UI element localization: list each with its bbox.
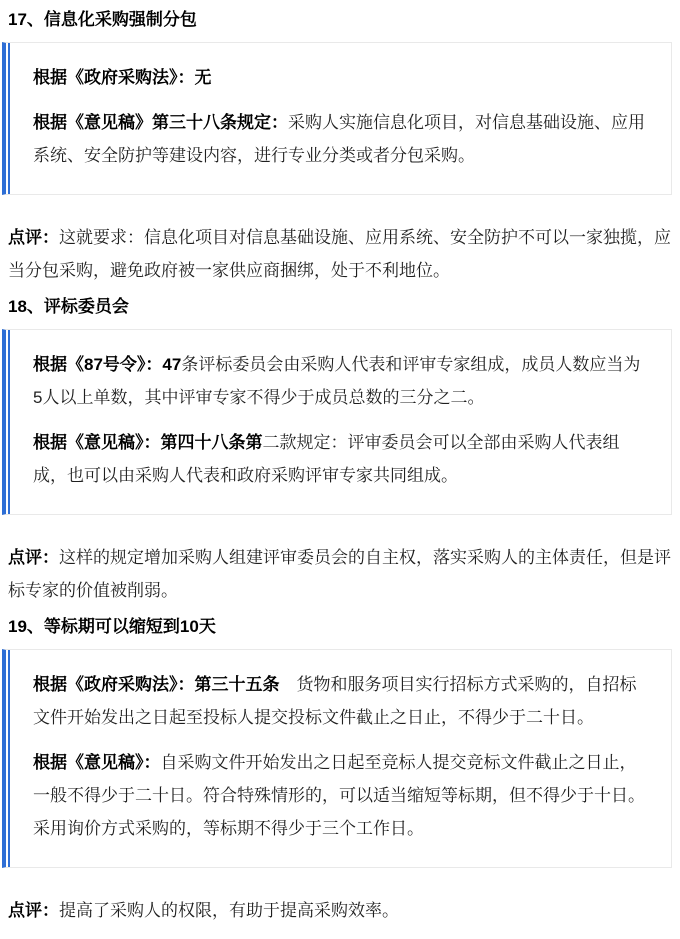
section-heading: 19、等标期可以缩短到10天 — [8, 617, 216, 636]
quote-text: 条评标委员会由采购人代表和评审专家组成，成员人数应当为5人以上单数，其中评审专家不得少于成员总数的三分之二。 — [33, 355, 641, 407]
comment-paragraph — [8, 541, 672, 607]
quote-inner — [8, 650, 671, 867]
quote-paragraph — [33, 426, 649, 492]
quote-text: 货物和服务项目实行招标方式采购的，自招标文件开始发出之日起至投标人提交投标文件截止之日止，不得少于二十日。 — [33, 675, 637, 727]
comment-paragraph — [8, 894, 672, 927]
quote-paragraph — [33, 61, 649, 94]
comment-label: 点评： — [8, 901, 59, 920]
comment-label: 点评： — [8, 548, 59, 567]
section-17 — [8, 8, 672, 287]
section-heading: 17、信息化采购强制分包 — [8, 10, 197, 29]
comment-paragraph — [8, 221, 672, 287]
quote-bold-lead: 根据《政府采购法》：无 — [33, 68, 212, 87]
quote-text: 二款规定：评审委员会可以全部由采购人代表组成，也可以由采购人代表和政府采购评审专家共同组成。 — [33, 433, 620, 485]
section-heading: 18、评标委员会 — [8, 297, 129, 316]
quote-box — [2, 329, 672, 515]
quote-bold-lead: 根据《87号令》：47 — [33, 355, 182, 374]
quote-bold-lead: 根据《意见稿》第三十八条规定： — [33, 113, 288, 132]
quote-box — [2, 649, 672, 868]
comment-text: 这样的规定增加采购人组建评审委员会的自主权，落实采购人的主体责任，但是评标专家的价值被削弱。 — [8, 548, 671, 600]
comment-text: 提高了采购人的权限，有助于提高采购效率。 — [59, 901, 399, 920]
comment-text: 这就要求：信息化项目对信息基础设施、应用系统、安全防护不可以一家独揽，应当分包采购，避免政府被一家供应商捆绑，处于不利地位。 — [8, 228, 671, 280]
quote-inner — [8, 43, 671, 194]
quote-inner — [8, 330, 671, 514]
section-18 — [8, 295, 672, 607]
quote-text: 采购人实施信息化项目，对信息基础设施、应用系统、安全防护等建设内容，进行专业分类或者分包采购。 — [33, 113, 645, 165]
quote-paragraph — [33, 746, 649, 845]
quote-paragraph — [33, 106, 649, 172]
quote-box — [2, 42, 672, 195]
quote-text: 自采购文件开始发出之日起至竞标人提交竞标文件截止之日止，一般不得少于二十日。符合特殊情形的，可以适当缩短等标期，但不得少于十日。采用询价方式采购的，等标期不得少于三个工作日。 — [33, 753, 645, 838]
quote-bold-lead: 根据《政府采购法》：第三十五条 — [33, 675, 280, 694]
quote-paragraph — [33, 348, 649, 414]
quote-bold-lead: 根据《意见稿》： — [33, 753, 161, 772]
section-19 — [8, 615, 672, 927]
quote-bold-lead: 根据《意见稿》：第四十八条第 — [33, 433, 263, 452]
comment-label: 点评： — [8, 228, 59, 247]
quote-paragraph — [33, 668, 649, 734]
